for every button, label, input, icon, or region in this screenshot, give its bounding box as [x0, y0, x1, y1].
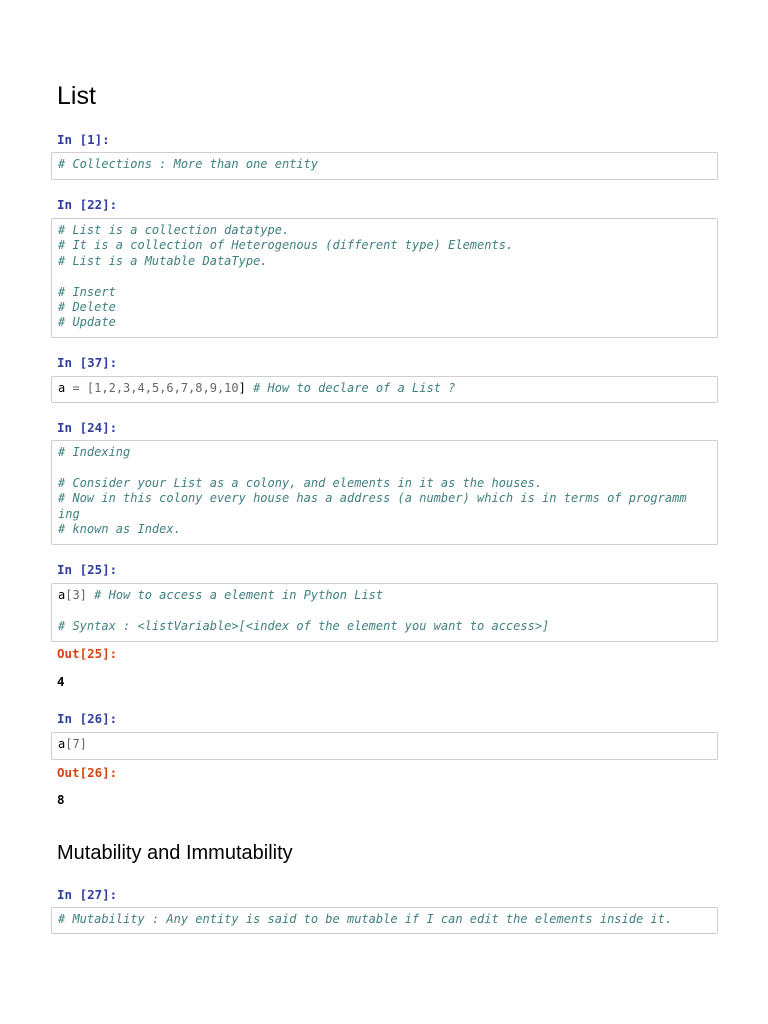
cell-prompt: In [26]: [57, 711, 118, 726]
cell-output: 4 [57, 674, 65, 689]
code-index: [3] [65, 588, 95, 602]
comment-line: # List is a Mutable DataType. [58, 253, 268, 268]
comment-line: # Indexing [58, 445, 131, 459]
code-cell[interactable] [51, 218, 718, 338]
code-variable: a [58, 588, 66, 602]
comment-line: # Mutability : Any entity is said to be mutable if I can edit the elements inside it. [58, 912, 673, 926]
code-cell[interactable] [51, 376, 718, 403]
comment-line: # List is a collection datatype. [58, 223, 290, 237]
code-bracket: ] [238, 381, 254, 395]
code-cell[interactable] [51, 152, 718, 180]
comment-line: # How to declare of a List ? [253, 381, 456, 395]
code-variable: a [58, 381, 66, 395]
code-content [52, 153, 717, 176]
code-content [52, 584, 717, 638]
comment-line: # Syntax : <listVariable>[<index of the element you want to access>] [58, 618, 550, 633]
comment-line: # Consider your List as a colony, and elements in it as the houses. [58, 475, 543, 490]
heading-list: List [57, 82, 96, 110]
cell-prompt: In [25]: [57, 562, 118, 577]
output-prompt: Out[26]: [57, 765, 118, 780]
cell-prompt: In [24]: [57, 420, 118, 435]
comment-line: # How to access a element in Python List [94, 588, 384, 602]
heading-mutability: Mutability and Immutability [57, 842, 293, 864]
comment-line: ing [58, 506, 80, 521]
cell-prompt: In [27]: [57, 887, 118, 902]
cell-output: 8 [57, 792, 65, 807]
code-content [52, 377, 717, 400]
code-content [52, 733, 717, 756]
cell-prompt: In [1]: [57, 132, 110, 147]
code-content [52, 908, 717, 931]
code-content [52, 441, 717, 541]
code-cell[interactable] [51, 440, 718, 545]
code-cell[interactable] [51, 907, 718, 934]
code-numbers: 1,2,3,4,5,6,7,8,9,10 [94, 381, 239, 395]
comment-line: # Now in this colony every house has a address (a number) which is in terms of programm [58, 491, 687, 506]
code-index: [7] [65, 737, 87, 751]
code-content [52, 219, 717, 335]
code-cell[interactable] [51, 732, 718, 760]
cell-prompt: In [22]: [57, 197, 118, 212]
comment-line: # Collections : More than one entity [58, 157, 319, 171]
code-operator: = [ [65, 381, 95, 395]
comment-line: # Update [58, 315, 116, 330]
comment-line: # It is a collection of Heterogenous (different type) Elements. [58, 238, 514, 253]
code-cell[interactable] [51, 583, 718, 642]
output-prompt: Out[25]: [57, 646, 118, 661]
comment-line: # Insert [58, 284, 116, 299]
code-variable: a [58, 737, 66, 751]
comment-line: # known as Index. [58, 522, 181, 537]
comment-line: # Delete [58, 300, 116, 315]
cell-prompt: In [37]: [57, 355, 118, 370]
